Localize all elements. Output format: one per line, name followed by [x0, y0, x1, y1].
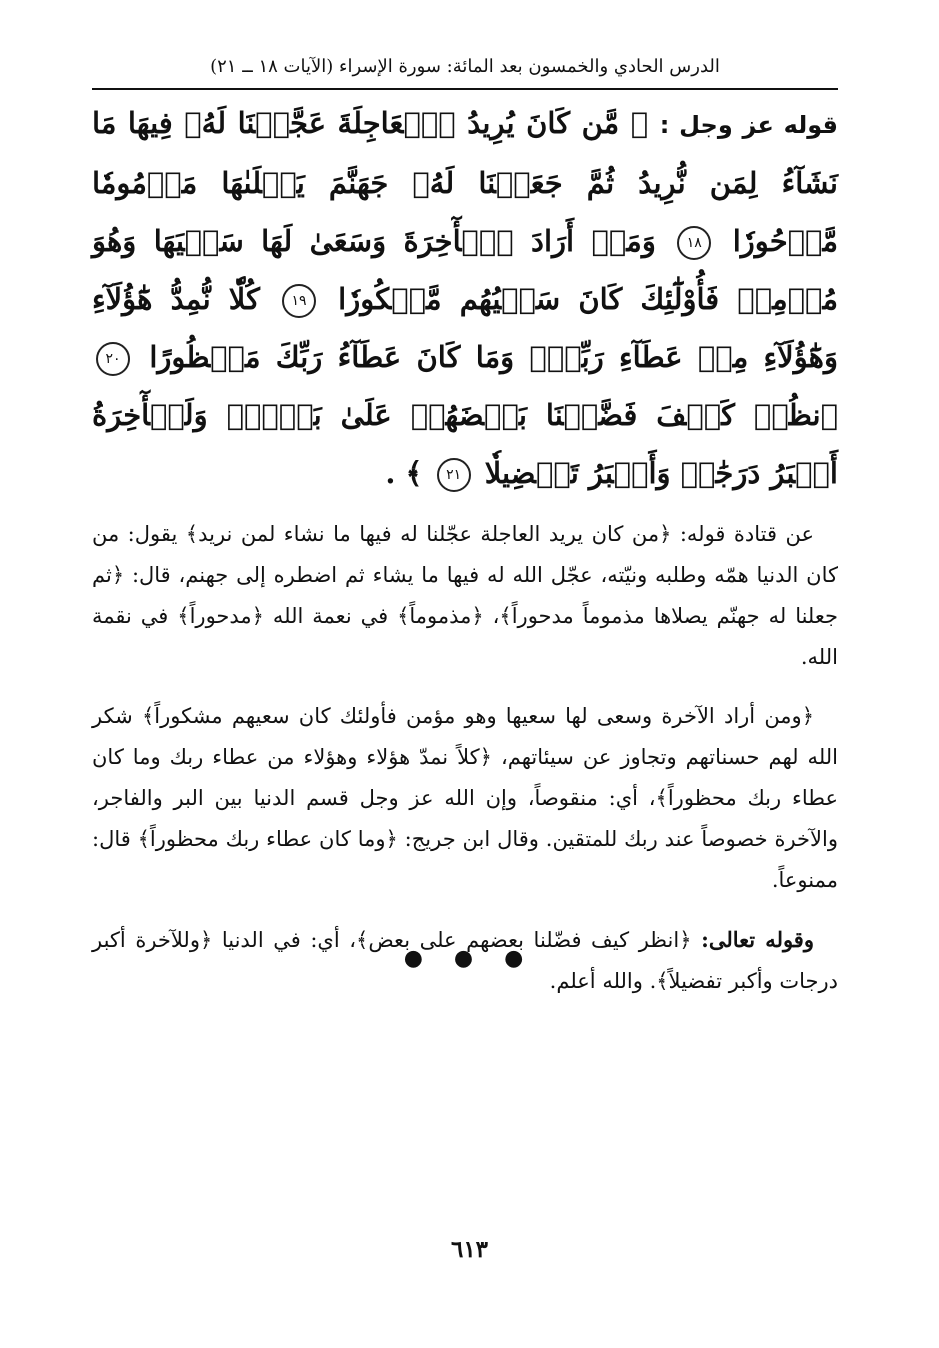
verse-21: ٱنظُرۡ كَيۡفَ فَضَّلۡنَا بَعۡضَهُمۡ عَلَىٰ بَعۡضٖۚ وَلَلۡأٓخِرَةُ أَكۡبَرُ دَرَجَٰتٖ وَأَكۡبَرُ تَفۡضِيلٗا	[92, 398, 838, 490]
verse-20: كُلّٗا نُّمِدُّ هَٰٓؤُلَآءِ وَهَٰٓؤُلَآءِ مِنۡ عَطَآءِ رَبِّكَۚ وَمَا كَانَ عَطَآءُ رَبِّكَ مَحۡظُورًا	[92, 282, 838, 374]
running-header: الدرس الحادي والخمسون بعد المائة: سورة الإسراء (الآيات ١٨ ــ ٢١)	[210, 56, 720, 77]
ayah-number-20: ٢٠	[96, 342, 130, 376]
ayah-number-21: ٢١	[437, 458, 471, 492]
paragraph-akhira: ﴿ومن أراد الآخرة وسعى لها سعيها وهو مؤمن فأولئك كان سعيهم مشكوراً﴾ شكر الله لهم حسناتهم وتجاوز عن سيئاتهم، ﴿كلاً نمدّ هؤلاء وهؤلاء من عطاء ربك وما كان عطاء ربك محظوراً﴾، أي: منقوصاً، وإن الله عز وجل قسم الدنيا بين البر والفاجر، والآخرة خصوصاً عند ربك للمتقين. وقال ابن جريج: ﴿وما كان عطاء ربك محظوراً﴾ قال: ممنوعاً.	[92, 704, 838, 892]
passage-intro: قوله عز وجل :	[659, 111, 838, 139]
quran-passage	[92, 94, 838, 502]
header-rule	[92, 88, 838, 90]
ornate-bracket-open: ﴿	[630, 106, 649, 140]
page-number: ٦١٣	[450, 1236, 489, 1263]
ornate-bracket-close: ﴾ .	[385, 456, 423, 490]
verse-19: وَمَنۡ أَرَادَ ٱلۡأٓخِرَةَ وَسَعَىٰ لَهَا سَعۡيَهَا وَهُوَ مُؤۡمِنٞ فَأُوْلَٰٓئِكَ كَانَ سَعۡيُهُم مَّشۡكُورٗا	[92, 224, 838, 316]
verse-18: مَّن كَانَ يُرِيدُ ٱلۡعَاجِلَةَ عَجَّلۡنَا لَهُۥ فِيهَا مَا نَشَآءُ لِمَن نُّرِيدُ ثُمَّ جَعَلۡنَا لَهُۥ جَهَنَّمَ يَصۡلَىٰهَا مَذۡمُومٗا مَّدۡحُورٗا	[92, 106, 838, 258]
page-content	[92, 94, 838, 1020]
ayah-number-18: ١٨	[677, 226, 711, 260]
paragraph-lead: وقوله تعالى:	[701, 927, 814, 952]
paragraph-body: ﴿انظر كيف فضّلنا بعضهم على بعض﴾، أي: في الدنيا ﴿وللآخرة أكبر درجات وأكبر تفضيلاً﴾. والله أعلم.	[92, 928, 838, 993]
paragraph-qatada: عن قتادة قوله: ﴿من كان يريد العاجلة عجّلنا له فيها ما نشاء لمن نريد﴾ يقول: من كان الدنيا همّه وطلبه ونيّته، عجّل الله له فيها ما يشاء ثم اضطره إلى جهنم، قال: ﴿ثم جعلنا له جهنّم يصلاها مذموماً مدحوراً﴾، ﴿مذموماً﴾ في نعمة الله ﴿مدحوراً﴾ في نقمة الله.	[92, 522, 838, 669]
section-separator: ● ● ●	[403, 946, 536, 971]
ayah-number-19: ١٩	[282, 284, 316, 318]
